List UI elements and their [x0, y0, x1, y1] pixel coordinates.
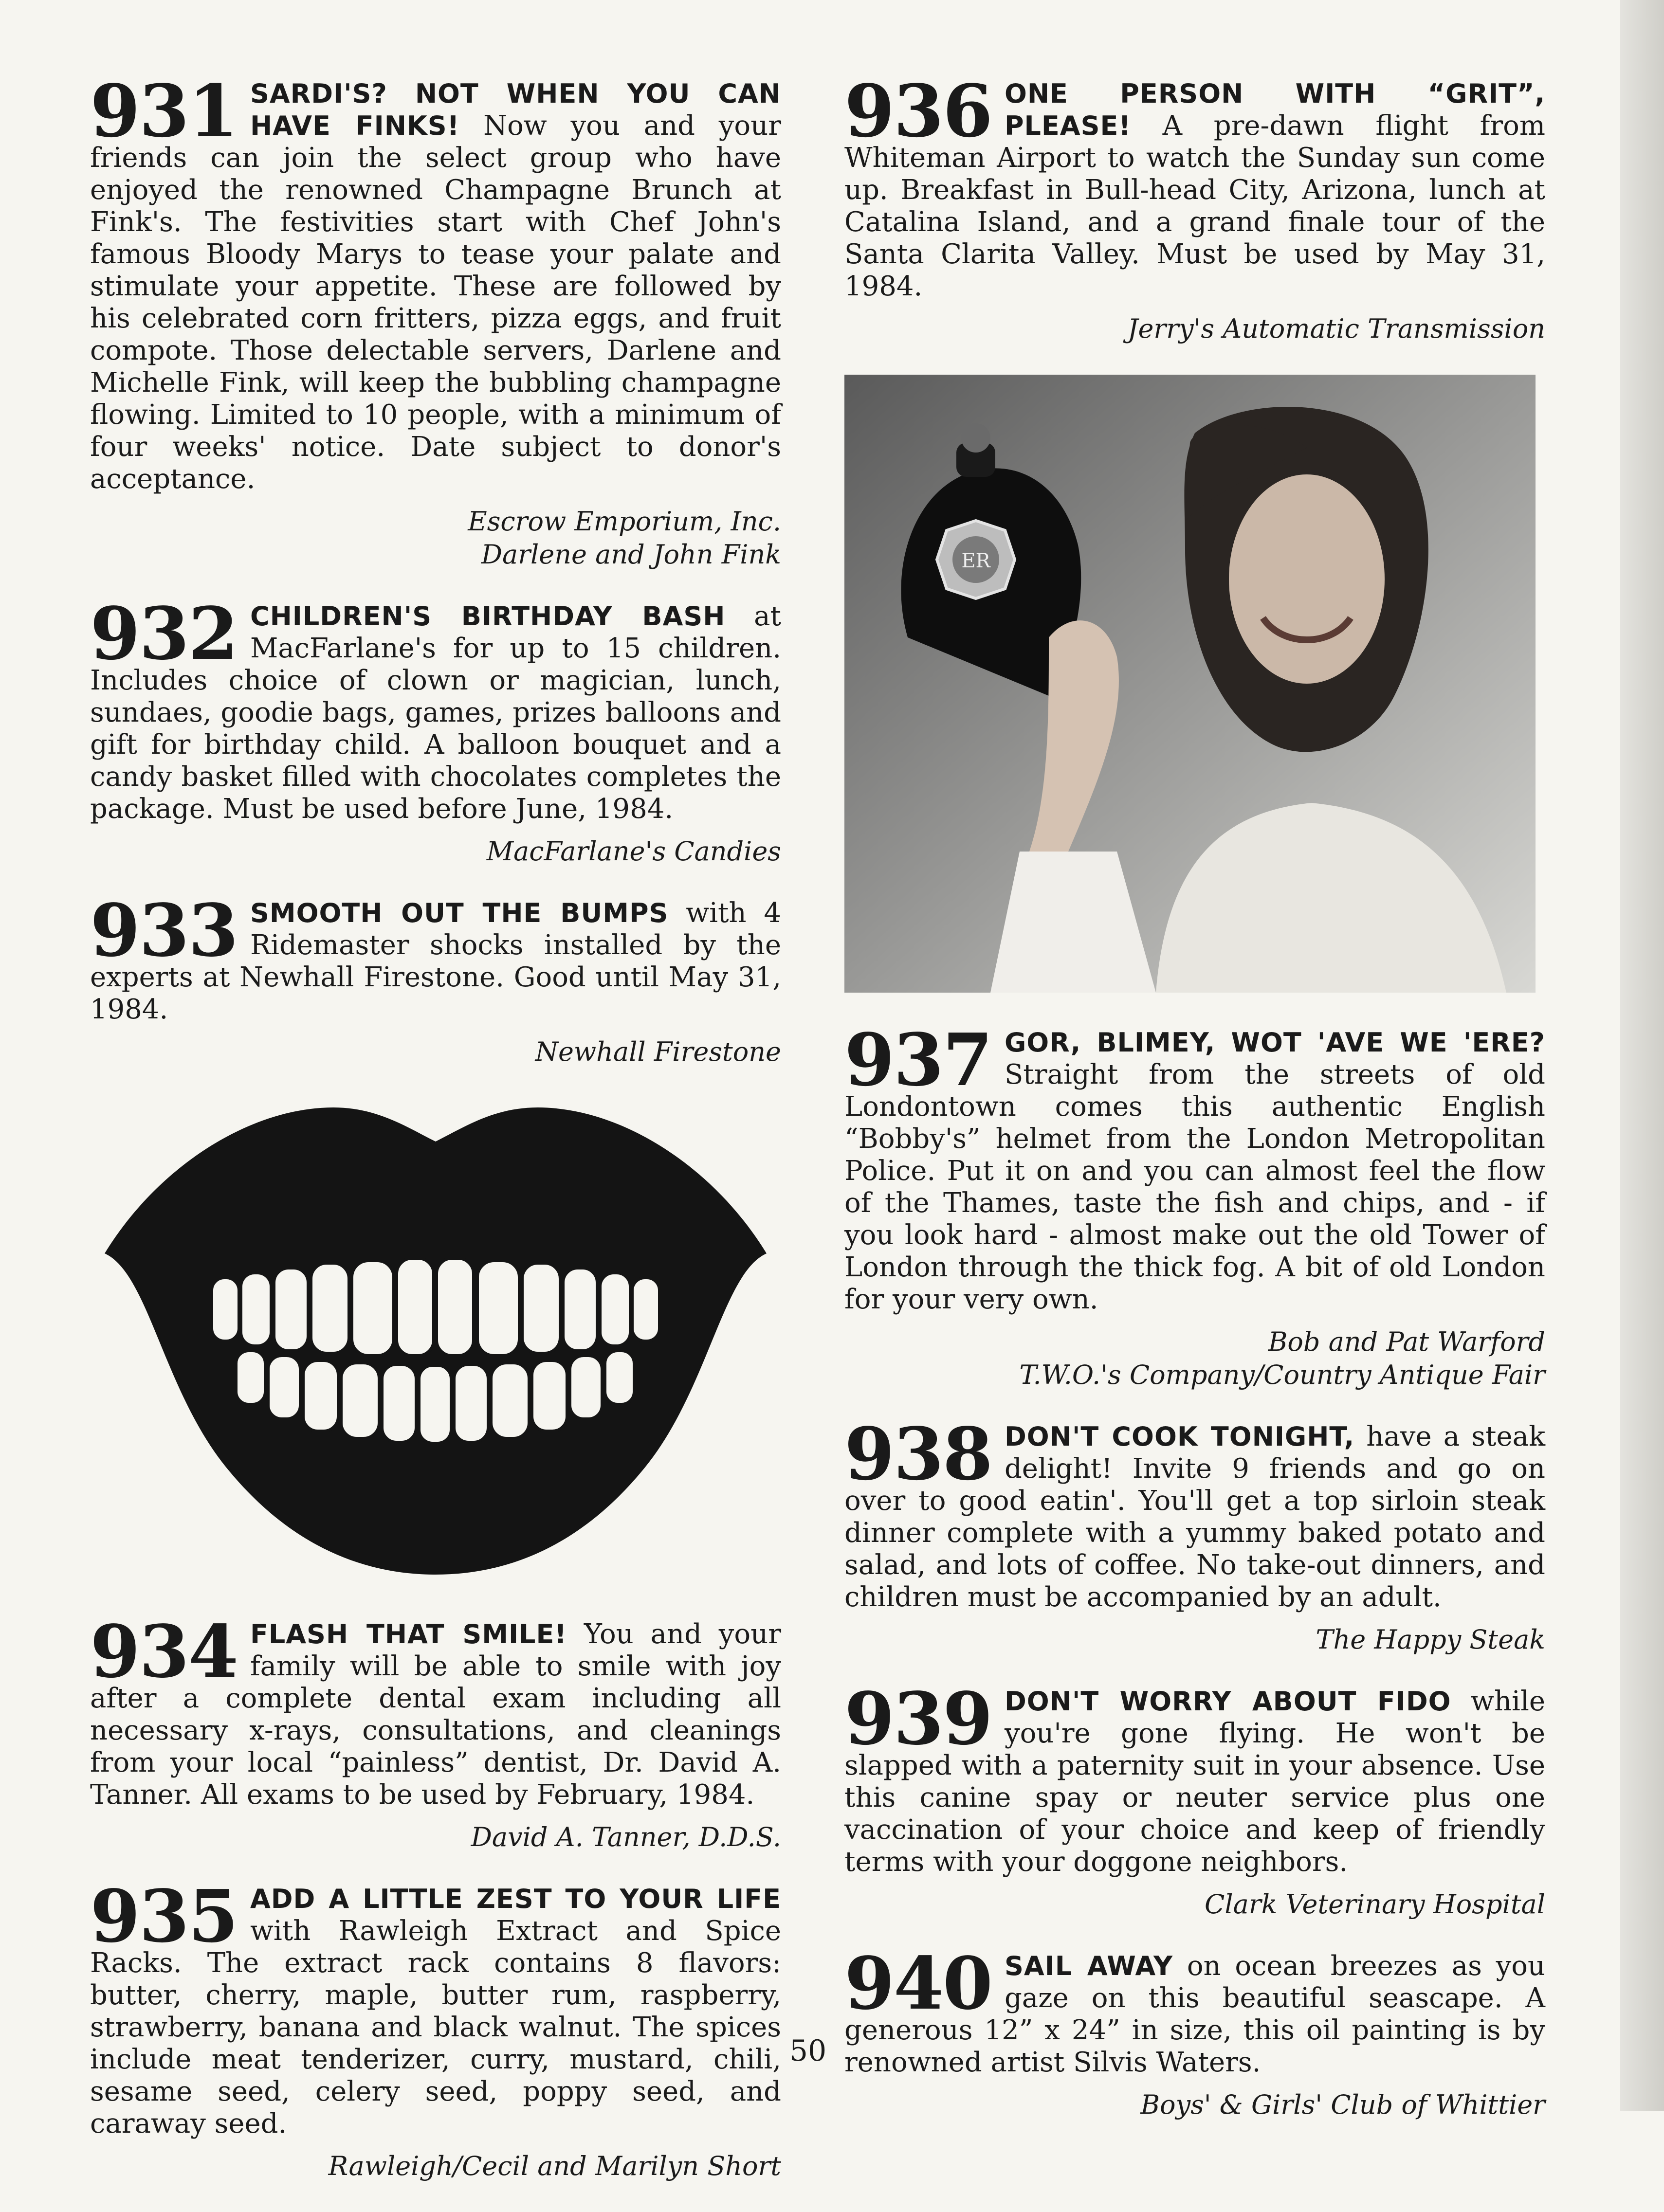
- auction-entry-935: [90, 1874, 781, 2183]
- entry-body-text: have a steak delight! Invite 9 friends and go on over to good eatin'. You'll get a top sirloin steak dinner complete with a yummy baked potato and salad, and lots of coffee. No take-out dinners, and children must be accompanied by an adult.: [844, 1421, 1545, 1613]
- donor-credit: David A. Tanner, D.D.S.: [471, 1822, 781, 1852]
- lot-number: 936: [844, 69, 992, 153]
- lot-number: 937: [844, 1017, 992, 1102]
- donor-credit: Boys' & Girls' Club of Whittier: [1140, 2089, 1545, 2120]
- entry-body-text: Now you and your friends can join the select group who have enjoyed the renowned Champagne Brunch at Fink's. The festivities start with Chef John's famous Bloody Marys to tease your palate and stimulate your appetite. These are followed by his celebrated corn fritters, pizza eggs, and fruit compote. Those delectable servers, Darlene and Michelle Fink, will keep the bubbling champagne flowing. Limited to 10 people, with a minimum of four weeks' notice. Date subject to donor's acceptance.: [90, 110, 781, 495]
- entry-body-text: Straight from the streets of old Londontown comes this authentic English “Bobby's” helmet from the London Metropolitan Police. Put it on and you can almost feel the flow of the Thames, taste the fish and chips, and - if you look hard - almost make out the old Tower of London through the thick fog. A bit of old London for your very own.: [844, 1059, 1545, 1315]
- lot-number: 932: [90, 591, 238, 676]
- lips-illustration: [90, 1098, 781, 1584]
- entry-body-text: A pre-dawn flight from Whiteman Airport to watch the Sunday sun come up. Breakfast in Bull-head City, Arizona, lunch at Catalina Island, and a grand finale tour of the Santa Clarita Valley. Must be used by May 31, 1984.: [844, 110, 1545, 302]
- lot-number: 940: [844, 1941, 992, 2026]
- smiling-lips-icon: [90, 1098, 781, 1584]
- page-number: 50: [789, 2034, 827, 2068]
- auction-entry-931: [90, 69, 781, 571]
- donor-credit: Clark Veterinary Hospital: [1205, 1889, 1545, 1920]
- photo-illustration-icon: [844, 375, 1536, 993]
- entry-headline: FLASH THAT SMILE!: [250, 1619, 567, 1650]
- entry-headline: ONE PERSON WITH “GRIT”, PLEASE!: [1004, 78, 1545, 141]
- auction-entry-940: [844, 1941, 1545, 2121]
- donor-credit: The Happy Steak: [1316, 1624, 1545, 1655]
- lot-number: 938: [844, 1412, 992, 1496]
- entry-headline: CHILDREN'S BIRTHDAY BASH: [250, 601, 726, 632]
- helmet-badge-text: ER: [961, 550, 990, 572]
- lot-number: 939: [844, 1676, 992, 1761]
- auction-entry-939: [844, 1676, 1545, 1921]
- donor-credit: MacFarlane's Candies: [486, 836, 781, 867]
- entry-headline: GOR, BLIMEY, WOT 'AVE WE 'ERE?: [1004, 1027, 1545, 1058]
- auction-entry-933: [90, 888, 781, 1069]
- lot-number: 935: [90, 1874, 238, 1958]
- donor-credit: Rawleigh/Cecil and Marilyn Short: [328, 2151, 781, 2181]
- entry-headline: ADD A LITTLE ZEST TO YOUR LIFE: [250, 1884, 781, 1914]
- auction-entry-936: [844, 69, 1545, 345]
- donor-credit: Jerry's Automatic Transmission: [1127, 313, 1545, 344]
- auction-entry-932: [90, 591, 781, 868]
- donor-credit: Escrow Emporium, Inc. Darlene and John Fink: [468, 506, 781, 570]
- right-column: [844, 69, 1545, 2151]
- entry-headline: DON'T WORRY ABOUT FIDO: [1004, 1686, 1451, 1717]
- entry-body-text: while you're gone flying. He won't be slapped with a paternity suit in your absence. Use this canine spay or neuter service plus one vaccination of your choice and keep of friendly terms with your doggone neighbors.: [844, 1686, 1545, 1878]
- left-column: [90, 69, 781, 2212]
- donor-credit: Newhall Firestone: [535, 1036, 781, 1067]
- lot-number: 931: [90, 69, 238, 153]
- auction-entry-934: [90, 1609, 781, 1854]
- lot-number: 934: [90, 1609, 238, 1694]
- entry-body-text: at MacFarlane's for up to 15 children. Includes choice of clown or magician, lunch, sundaes, goodie bags, games, prizes balloons and gift for birthday child. A balloon bouquet and a candy basket filled with chocolates completes the package. Must be used before June, 1984.: [90, 600, 781, 825]
- lot-number: 933: [90, 888, 238, 973]
- entry-body-text: with 4 Ridemaster shocks installed by the experts at Newhall Firestone. Good until May 31, 1984.: [90, 897, 781, 1025]
- entry-body-text: with Rawleigh Extract and Spice Racks. The extract rack contains 8 flavors: butter, cherry, maple, butter rum, raspberry, strawberry, banana and black walnut. The spices include meat tenderizer, curry, mustard, chili, sesame seed, celery seed, poppy seed, and caraway seed.: [90, 1915, 781, 2139]
- entry-body-text: on ocean breezes as you gaze on this beautiful seascape. A generous 12” x 24” in size, this oil painting is by renowned artist Silvis Waters.: [844, 1950, 1545, 2078]
- woman-with-police-helmet-photo: [844, 375, 1536, 993]
- entry-body-text: You and your family will be able to smile with joy after a complete dental exam including all necessary x-rays, consultations, and cleanings from your local “painless” dentist, Dr. David A. Tanner. All exams to be used by February, 1984.: [90, 1618, 781, 1811]
- entry-headline: SMOOTH OUT THE BUMPS: [250, 898, 669, 928]
- entry-headline: SARDI'S? NOT WHEN YOU CAN HAVE FINKS!: [250, 78, 781, 141]
- entry-headline: DON'T COOK TONIGHT,: [1004, 1421, 1355, 1452]
- donor-credit: Bob and Pat Warford T.W.O.'s Company/Country Antique Fair: [1019, 1326, 1545, 1390]
- page-edge-shadow: [1620, 0, 1664, 2111]
- entry-headline: SAIL AWAY: [1004, 1951, 1173, 1981]
- auction-entry-937: [844, 1017, 1545, 1392]
- auction-entry-938: [844, 1412, 1545, 1656]
